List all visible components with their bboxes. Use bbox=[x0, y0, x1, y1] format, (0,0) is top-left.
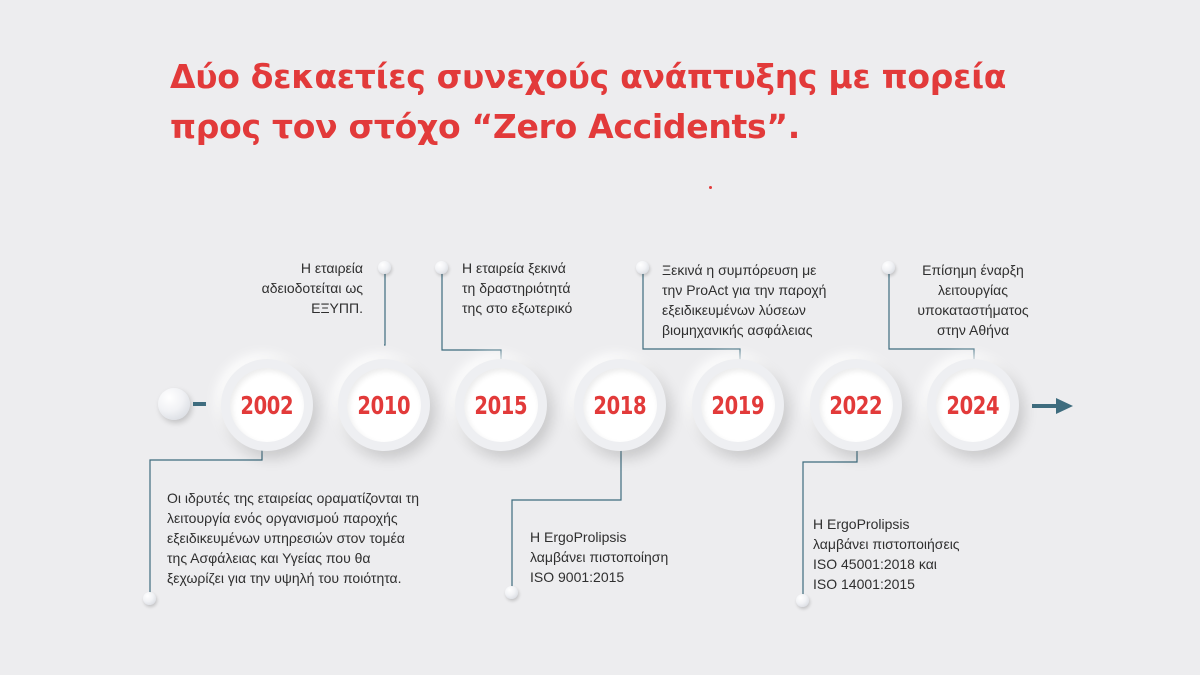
event-line: Επίσημη έναρξη bbox=[922, 262, 1024, 278]
event-line: στην Αθήνα bbox=[936, 322, 1010, 338]
event-line: Η εταιρεία ξεκινά bbox=[462, 260, 566, 276]
year-label: 2018 bbox=[593, 390, 647, 420]
connector-2010 bbox=[384, 268, 385, 345]
timeline-arrow-icon bbox=[1032, 398, 1073, 414]
title-line-2: προς τον στόχο “Zero Accidents”. bbox=[170, 107, 800, 146]
year-label: 2022 bbox=[829, 390, 883, 420]
event-line: αδειοδοτείται ως bbox=[261, 280, 363, 296]
year-label: 2019 bbox=[711, 390, 765, 420]
event-2015 bbox=[462, 258, 572, 318]
year-node-2015 bbox=[455, 359, 547, 451]
connector-dot-2002 bbox=[143, 592, 156, 605]
event-line: λαμβάνει πιστοποίηση bbox=[530, 549, 669, 565]
event-line: λειτουργίας bbox=[937, 282, 1009, 298]
timeline-start-dash bbox=[193, 402, 206, 406]
event-line: εξειδικευμένων υπηρεσιών στον τομέα bbox=[167, 530, 405, 546]
event-2002 bbox=[167, 488, 419, 588]
event-line: εξειδικευμένων λύσεων bbox=[662, 302, 806, 318]
event-line: την ProAct για την παροχή bbox=[662, 282, 827, 298]
event-line: Η ErgoProlipsis bbox=[813, 516, 910, 532]
year-node-2002 bbox=[221, 359, 313, 451]
event-line: Η ErgoProlipsis bbox=[530, 529, 627, 545]
year-node-2022 bbox=[810, 359, 902, 451]
event-line: ΕΞΥΠΠ. bbox=[311, 300, 363, 316]
event-line: βιομηχανικής ασφάλειας bbox=[662, 322, 813, 338]
event-2010 bbox=[262, 258, 363, 318]
event-line: ξεχωρίζει για την υψηλή του ποιότητα. bbox=[167, 570, 402, 586]
event-line: ISO 9001:2015 bbox=[530, 569, 625, 585]
connector-dot-2019 bbox=[636, 261, 649, 274]
year-label: 2024 bbox=[946, 390, 1000, 420]
event-line: υποκαταστήματος bbox=[917, 302, 1029, 318]
title-line-1: Δύο δεκαετίες συνεχούς ανάπτυξης με πορεία bbox=[170, 57, 1007, 96]
event-line: Η εταιρεία bbox=[300, 260, 363, 276]
connector-dot-2024 bbox=[882, 261, 895, 274]
year-label: 2010 bbox=[357, 390, 411, 420]
year-node-2010 bbox=[338, 359, 430, 451]
event-line: της στο εξωτερικό bbox=[462, 300, 573, 316]
event-line: της Ασφάλειας και Υγείας που θα bbox=[167, 550, 371, 566]
connector-dot-2010 bbox=[378, 261, 391, 274]
event-line: λαμβάνει πιστοποιήσεις bbox=[813, 536, 960, 552]
year-node-2024 bbox=[927, 359, 1019, 451]
connector-dot-2018 bbox=[505, 586, 518, 599]
event-line: Ξεκινά η συμπόρευση με bbox=[662, 262, 817, 278]
event-2018 bbox=[530, 527, 668, 587]
event-line: ISO 45001:2018 και bbox=[813, 556, 937, 572]
event-line: λειτουργία ενός οργανισμού παροχής bbox=[167, 510, 398, 526]
event-line: ISO 14001:2015 bbox=[813, 576, 915, 592]
year-label: 2002 bbox=[240, 390, 294, 420]
timeline-start-ball bbox=[158, 388, 190, 420]
event-2024 bbox=[898, 260, 1048, 340]
event-line: τη δραστηριότητά bbox=[462, 280, 571, 296]
event-2022 bbox=[813, 514, 960, 594]
event-2019 bbox=[662, 260, 826, 340]
connector-dot-2022 bbox=[796, 594, 809, 607]
year-node-2018 bbox=[574, 359, 666, 451]
year-node-2019 bbox=[692, 359, 784, 451]
event-line: Οι ιδρυτές της εταιρείας οραματίζονται τη bbox=[167, 490, 420, 506]
connector-dot-2015 bbox=[435, 261, 448, 274]
year-label: 2015 bbox=[474, 390, 528, 420]
